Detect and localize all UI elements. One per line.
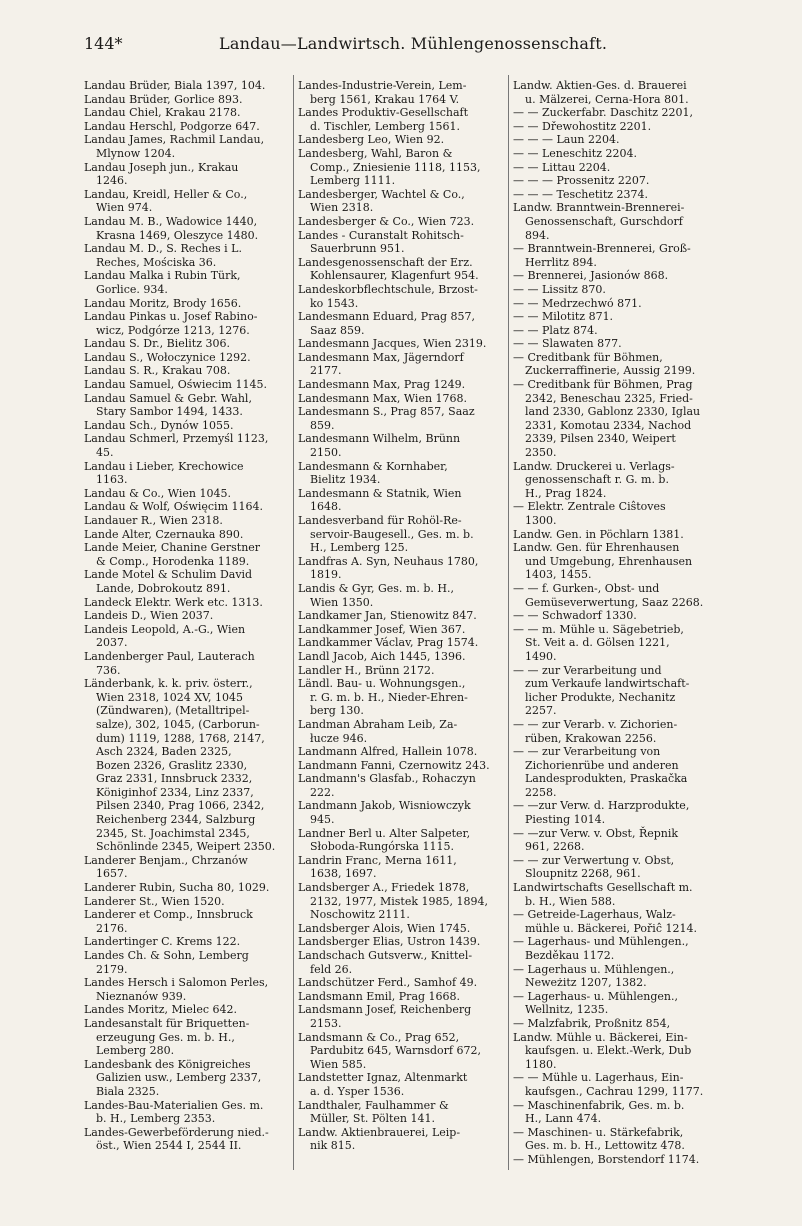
directory-entry-line: u. Mälzerei, Cerna-Hora 801.: [525, 92, 689, 106]
directory-entry-line: Landkammer Josef, Wien 367.: [298, 622, 466, 636]
directory-entry-line: 2179.: [96, 962, 128, 976]
directory-entry-line: 1246.: [96, 174, 128, 188]
directory-entry-line: Landmann Jakob, Wisniowczyk: [298, 799, 471, 813]
directory-entry-line: Pardubitz 645, Warnsdorf 672,: [310, 1044, 481, 1058]
directory-entry-line: Landstetter Ignaz, Altenmarkt: [298, 1071, 468, 1085]
directory-entry-line: b. H., Wien 588.: [525, 894, 616, 908]
directory-entry-line: Lande Motel & Schulim David: [84, 568, 253, 582]
directory-entry-line: — Elektr. Zentrale Ciŝtoves: [513, 500, 666, 514]
directory-entry-line: Landes - Curanstalt Rohitsch-: [298, 228, 464, 242]
directory-entry-line: Landesverband für Rohöl-Re-: [298, 514, 462, 527]
directory-entry-line: Landesprodukten, Praskačka: [525, 772, 688, 786]
directory-entry-line: Lande, Dobrokoutz 891.: [96, 581, 231, 595]
directory-entry-line: Landsberger A., Friedek 1878,: [298, 881, 470, 895]
directory-entry-line: Landesmann S., Prag 857, Saaz: [298, 405, 475, 419]
directory-entry-line: Landsmann Emil, Prag 1668.: [298, 989, 461, 1003]
directory-entry-line: Landau S. Dr., Bielitz 306.: [84, 337, 230, 351]
directory-entry-line: Słoboda-Rungórska 1115.: [310, 840, 454, 854]
directory-entry-line: Reichenberg 2344, Salzburg: [96, 813, 256, 827]
directory-entry-line: Königinhof 2334, Linz 2337,: [96, 785, 254, 799]
directory-entry-line: Landau Samuel & Gebr. Wahl,: [84, 391, 252, 405]
directory-entry-line: Landau Pinkas u. Josef Rabino-: [84, 310, 258, 324]
directory-entry-line: Landau Chiel, Krakau 2178.: [84, 106, 241, 120]
directory-entry-line: kaufsgen., Cachrau 1299, 1177.: [525, 1084, 704, 1098]
directory-entry-line: Landes Produktiv-Gesellschaft: [298, 106, 469, 120]
directory-entry-line: salze), 302, 1045, (Carborun-: [96, 717, 260, 731]
directory-entry-line: Neweżitz 1207, 1382.: [525, 976, 647, 990]
directory-entry-line: Herrlitz 894.: [525, 255, 597, 269]
directory-entry-line: Landesberg, Wahl, Baron &: [298, 146, 453, 160]
directory-entry-line: Lande Meier, Chanine Gerstner: [84, 541, 261, 555]
directory-entry-line: Landenberger Paul, Lauterach: [84, 649, 255, 663]
directory-entry-line: — — Lissitz 870.: [513, 282, 606, 296]
directory-entry-line: — — Schwadorf 1330.: [513, 609, 637, 623]
directory-entry-line: Zuckerraffinerie, Aussig 2199.: [525, 364, 696, 378]
directory-entry-line: Sloupnitz 2268, 961.: [525, 867, 641, 881]
directory-entry-line: dum) 1119, 1288, 1768, 2147,: [96, 731, 265, 745]
directory-entry-line: Bielitz 1934.: [310, 473, 381, 487]
directory-entry-line: Wien 585.: [310, 1057, 367, 1071]
column-rule: [508, 75, 509, 1170]
directory-entry-line: Landesgenossenschaft der Erz.: [298, 255, 473, 269]
directory-entry-line: — — Dřewohostitz 2201.: [513, 119, 652, 133]
directory-entry-line: 1300.: [525, 514, 557, 527]
directory-entry-line: Landau James, Rachmil Landau,: [84, 133, 265, 147]
directory-entry-line: Mlynow 1204.: [96, 146, 176, 160]
directory-entry-line: Galizien usw., Lemberg 2337,: [96, 1071, 262, 1085]
directory-entry-line: — Lagerhaus- u. Mühlengen.,: [513, 989, 679, 1003]
directory-entry-line: Landschach Gutsverw., Knittel-: [298, 949, 473, 962]
directory-entry-line: 945.: [310, 813, 335, 827]
directory-entry-line: Stary Sambor 1494, 1433.: [96, 405, 243, 419]
directory-entry-line: Wien 2318.: [310, 201, 374, 215]
directory-entry-line: Landw. Druckerei u. Verlags-: [513, 459, 675, 473]
directory-entry-line: Lemberg 1111.: [310, 174, 396, 188]
directory-entry-line: Landw. Aktienbrauerei, Leip-: [298, 1125, 461, 1139]
directory-entry-line: ko 1543.: [310, 296, 359, 310]
directory-entry-line: mühle u. Bäckerei, Pořiĉ 1214.: [525, 921, 697, 935]
directory-entry-line: Landerer Benjam., Chrzanów: [84, 853, 248, 867]
column-right: [513, 79, 721, 1167]
directory-entry-line: Landes-Industrie-Verein, Lem-: [298, 79, 467, 92]
directory-entry-line: Schönlinde 2345, Weipert 2350.: [96, 840, 276, 854]
directory-entry-line: Landschützer Ferd., Samhof 49.: [298, 976, 478, 990]
directory-entry-line: Bezděkau 1172.: [525, 949, 615, 962]
directory-entry-line: 2342, Beneschau 2325, Fried-: [525, 391, 693, 405]
directory-entry-line: 45.: [96, 446, 114, 460]
directory-entry-line: — — Slawaten 877.: [513, 337, 622, 351]
directory-entry-line: Landerer et Comp., Innsbruck: [84, 908, 253, 922]
directory-entry-line: 1163.: [96, 473, 128, 487]
page-title: Landau—Landwirtsch. Mühlengenossenschaft.: [219, 34, 608, 53]
directory-entry-line: 1657.: [96, 867, 128, 881]
directory-entry-line: Saaz 859.: [310, 323, 365, 337]
directory-entry-line: Biala 2325.: [96, 1084, 160, 1098]
directory-entry-line: Comp., Zniesienie 1118, 1153,: [310, 160, 481, 174]
page-header: [84, 34, 714, 60]
directory-entry-line: 1819.: [310, 568, 342, 582]
directory-entry-line: Länderbank, k. k. priv. österr.,: [84, 677, 253, 691]
directory-entry-line: Landesmann Jacques, Wien 2319.: [298, 337, 487, 351]
directory-entry-line: — —zur Verw. v. Obst, Řepnik: [513, 826, 679, 840]
directory-entry-line: Landeis D., Wien 2037.: [84, 609, 214, 623]
directory-entry-line: Landesbank des Königreiches: [84, 1057, 251, 1071]
directory-entry-line: zum Verkaufe landwirtschaft-: [525, 677, 690, 691]
directory-entry-line: 2132, 1977, Mistek 1985, 1894,: [310, 894, 488, 908]
directory-entry-line: Landertinger C. Krems 122.: [84, 935, 241, 949]
directory-entry-line: 1180.: [525, 1057, 557, 1071]
directory-entry-line: — — Milotitz 871.: [513, 310, 614, 324]
directory-entry-line: Wien 974.: [96, 201, 153, 215]
directory-entry-line: Landesmann & Kornhaber,: [298, 459, 448, 473]
directory-entry-line: Landwirtschafts Gesellschaft m.: [513, 881, 693, 895]
directory-entry-line: rüben, Krakowan 2256.: [525, 731, 657, 745]
directory-entry-line: Gemüseverwertung, Saaz 2268.: [525, 595, 704, 609]
directory-entry-line: Krasna 1469, Oleszyce 1480.: [96, 228, 259, 242]
directory-entry-line: Landmann Alfred, Hallein 1078.: [298, 745, 478, 759]
directory-entry-line: und Umgebung, Ehrenhausen: [525, 554, 693, 568]
directory-entry-line: Landmann's Glasfab., Rohaczyn: [298, 772, 476, 786]
directory-entry-line: Landau Schmerl, Przemyśl 1123,: [84, 432, 269, 446]
directory-entry-line: Landes Hersch i Salomon Perles,: [84, 976, 269, 990]
directory-entry-line: Landw. Mühle u. Bäckerei, Ein-: [513, 1030, 688, 1044]
directory-entry-line: — Getreide-Lagerhaus, Walz-: [513, 908, 676, 922]
directory-entry-line: Landesberger & Co., Wien 723.: [298, 214, 475, 228]
directory-entry-line: Wien 2318, 1024 XV, 1045: [96, 690, 244, 704]
directory-entry-line: 1638, 1697.: [310, 867, 377, 881]
directory-entry-line: & Comp., Horodenka 1189.: [96, 554, 250, 568]
directory-entry-line: Landsmann Josef, Reichenberg: [298, 1003, 472, 1017]
directory-entry-line: H., Lemberg 125.: [310, 541, 409, 555]
directory-entry-line: öst., Wien 2544 I, 2544 II.: [96, 1139, 242, 1153]
directory-entry-line: Landesmann Max, Prag 1249.: [298, 378, 466, 392]
directory-entry-line: Landw. Gen. in Pöchlarn 1381.: [513, 527, 684, 541]
page-number: 144*: [84, 34, 123, 53]
directory-entry-line: servoir-Baugesell., Ges. m. b.: [310, 527, 474, 541]
column-middle: [298, 79, 504, 1153]
directory-entry-line: H., Lann 474.: [525, 1112, 602, 1126]
directory-entry-line: Landau M. D., S. Reches i L.: [84, 242, 242, 256]
directory-entry-line: — Creditbank für Böhmen,: [513, 350, 663, 364]
directory-entry-line: Landw. Aktien-Ges. d. Brauerei: [513, 79, 687, 92]
directory-entry-line: Landau S., Wołoczynice 1292.: [84, 350, 251, 364]
directory-entry-line: Nieznanów 939.: [96, 989, 187, 1003]
directory-entry-line: — Maschinenfabrik, Ges. m. b.: [513, 1098, 685, 1112]
directory-entry-line: a. d. Ysper 1536.: [310, 1084, 405, 1098]
directory-entry-line: d. Tischler, Lemberg 1561.: [310, 119, 460, 133]
directory-entry-line: Landrin Franc, Merna 1611,: [298, 853, 457, 867]
directory-entry-line: Piesting 1014.: [525, 813, 606, 827]
directory-entry-line: Landesmann & Statnik, Wien: [298, 486, 462, 500]
directory-entry-line: Landkammer Václav, Prag 1574.: [298, 636, 479, 650]
directory-entry-line: — — m. Mühle u. Sägebetrieb,: [513, 622, 684, 636]
directory-entry-line: Sauerbrunn 951.: [310, 242, 405, 256]
directory-entry-line: Landes-Gewerbeförderung nied.-: [84, 1125, 269, 1139]
directory-entry-line: 2257.: [525, 704, 557, 718]
directory-entry-line: berg 130.: [310, 704, 364, 718]
directory-entry-line: — — f. Gurken-, Obst- und: [513, 581, 660, 595]
directory-entry-line: (Zündwaren), (Metalltripel-: [96, 704, 250, 718]
directory-entry-line: Müller, St. Pölten 141.: [310, 1112, 435, 1126]
directory-entry-line: — — — Teschetitz 2374.: [513, 187, 649, 201]
directory-entry-line: Landau S. R., Krakau 708.: [84, 364, 231, 378]
directory-entry-line: 736.: [96, 663, 121, 677]
directory-entry-line: — — zur Verwertung v. Obst,: [513, 853, 675, 867]
column-rule: [293, 75, 294, 1170]
directory-entry-line: Lande Alter, Czernauka 890.: [84, 527, 244, 541]
directory-entry-line: Landes-Bau-Materialien Ges. m.: [84, 1098, 264, 1112]
directory-entry-line: Landw. Branntwein-Brennerei-: [513, 201, 685, 215]
directory-entry-line: Landw. Gen. für Ehrenhausen: [513, 541, 680, 555]
directory-entry-line: b. H., Lemberg 2353.: [96, 1112, 216, 1126]
directory-entry-line: Wellnitz, 1235.: [525, 1003, 609, 1017]
directory-entry-line: — — zur Verarb. v. Zichorien-: [513, 717, 678, 731]
directory-entry-line: Landesberger, Wachtel & Co.,: [298, 187, 465, 201]
directory-entry-line: Asch 2324, Baden 2325,: [96, 745, 232, 759]
directory-entry-line: Landesberg Leo, Wien 92.: [298, 133, 445, 147]
directory-entry-line: Landesmann Wilhelm, Brünn: [298, 432, 461, 446]
directory-entry-line: Landsberger Alois, Wien 1745.: [298, 921, 471, 935]
directory-entry-line: Noschowitz 2111.: [310, 908, 410, 922]
directory-entry-line: 222.: [310, 785, 335, 799]
directory-entry-line: St. Veit a. d. Gölsen 1221,: [525, 636, 670, 650]
directory-entry-line: — Malzfabrik, Proßnitz 854,: [513, 1016, 671, 1030]
directory-entry-line: Zichorienrübe und anderen: [525, 758, 679, 772]
directory-entry-line: Genossenschaft, Gurschdorf: [525, 214, 683, 228]
directory-entry-line: Landau Samuel, Oświecim 1145.: [84, 378, 267, 392]
directory-entry-line: Landerer St., Wien 1520.: [84, 894, 225, 908]
directory-entry-line: Pilsen 2340, Prag 1066, 2342,: [96, 799, 265, 813]
directory-entry-line: Landkamer Jan, Stienowitz 847.: [298, 609, 477, 623]
directory-entry-line: 1403, 1455.: [525, 568, 592, 582]
directory-entry-line: 2037.: [96, 636, 128, 650]
directory-entry-line: — — zur Verarbeitung und: [513, 663, 662, 677]
directory-entry-line: Landau i Lieber, Krechowice: [84, 459, 244, 473]
directory-entry-line: Landesanstalt für Briquetten-: [84, 1016, 250, 1030]
directory-entry-line: Landau M. B., Wadowice 1440,: [84, 214, 258, 228]
directory-entry-line: Landau & Wolf, Oświęcim 1164.: [84, 500, 263, 514]
directory-entry-line: 2339, Pilsen 2340, Weipert: [525, 432, 676, 446]
directory-entry-line: — — Medrzechwó 871.: [513, 296, 642, 310]
directory-entry-line: Reches, Mościska 36.: [96, 255, 217, 269]
directory-entry-line: — Mühlengen, Borstendorf 1174.: [513, 1152, 700, 1166]
directory-entry-line: — Lagerhaus u. Mühlengen.,: [513, 962, 675, 976]
directory-entry-line: Graz 2331, Innsbruck 2332,: [96, 772, 253, 786]
directory-entry-line: Wien 1350.: [310, 595, 374, 609]
directory-entry-line: Landesmann Max, Wien 1768.: [298, 391, 468, 405]
directory-entry-line: Landeis Leopold, A.-G., Wien: [84, 622, 246, 636]
directory-entry-line: Landl Jacob, Aich 1445, 1396.: [298, 649, 466, 663]
directory-entry-line: Landau Joseph jun., Krakau: [84, 160, 239, 174]
directory-entry-line: — — — Prossenitz 2207.: [513, 174, 650, 188]
directory-entry-line: Landesmann Eduard, Prag 857,: [298, 310, 476, 324]
directory-entry-line: licher Produkte, Nechanitz: [525, 690, 676, 704]
directory-entry-line: Gorlice. 934.: [96, 282, 168, 296]
directory-entry-line: H., Prag 1824.: [525, 486, 607, 500]
directory-entry-line: — —zur Verw. d. Harzprodukte,: [513, 799, 690, 813]
directory-entry-line: Landes Moritz, Mielec 642.: [84, 1003, 237, 1017]
directory-entry-line: 2258.: [525, 785, 557, 799]
directory-entry-line: Landau Sch., Dynów 1055.: [84, 418, 234, 432]
directory-entry-line: Landauer R., Wien 2318.: [84, 514, 223, 527]
directory-entry-line: Landau Herschl, Podgorze 647.: [84, 119, 260, 133]
directory-entry-line: — — Platz 874.: [513, 323, 598, 337]
directory-entry-line: Landsmann & Co., Prag 652,: [298, 1030, 460, 1044]
directory-entry-line: kaufsgen. u. Elekt.-Werk, Dub: [525, 1044, 692, 1058]
directory-entry-line: Landmann Fanni, Czernowitz 243.: [298, 758, 490, 772]
directory-entry-line: — Branntwein-Brennerei, Groß-: [513, 242, 691, 256]
directory-entry-line: 961, 2268.: [525, 840, 585, 854]
column-left: [84, 79, 292, 1153]
directory-entry-line: 2350.: [525, 446, 557, 460]
directory-entry-line: feld 26.: [310, 962, 353, 976]
directory-entry-line: — — — Laun 2204.: [513, 133, 620, 147]
directory-entry-line: Landsberger Elias, Ustron 1439.: [298, 935, 481, 949]
directory-entry-line: 2177.: [310, 364, 342, 378]
directory-entry-line: Landau Brüder, Biala 1397, 104.: [84, 79, 266, 92]
directory-entry-line: land 2330, Gablonz 2330, Iglau: [525, 405, 701, 419]
directory-entry-line: — — zur Verarbeitung von: [513, 745, 661, 759]
directory-entry-line: Landman Abraham Leib, Za-: [298, 717, 458, 731]
directory-entry-line: Landthaler, Faulhammer &: [298, 1098, 449, 1112]
directory-entry-line: 894.: [525, 228, 550, 242]
directory-entry-line: erzeugung Ges. m. b. H.,: [96, 1030, 235, 1044]
directory-entry-line: wicz, Podgórze 1213, 1276.: [96, 323, 250, 337]
directory-entry-line: — — Littau 2204.: [513, 160, 611, 174]
directory-entry-line: 2153.: [310, 1016, 342, 1030]
directory-entry-line: 2150.: [310, 446, 342, 460]
directory-entry-line: 1490.: [525, 649, 557, 663]
directory-entry-line: genossenschaft r. G. m. b.: [525, 473, 669, 487]
directory-entry-line: Landau Moritz, Brody 1656.: [84, 296, 242, 310]
directory-entry-line: Landau Malka i Rubin Türk,: [84, 269, 241, 283]
directory-entry-line: 859.: [310, 418, 335, 432]
directory-entry-line: 1648.: [310, 500, 342, 514]
directory-entry-line: 2331, Komotau 2334, Nachod: [525, 418, 692, 432]
directory-entry-line: Lemberg 280.: [96, 1044, 175, 1058]
directory-entry-line: Landau Brüder, Gorlice 893.: [84, 92, 243, 106]
directory-entry-line: Landerer Rubin, Sucha 80, 1029.: [84, 881, 270, 895]
directory-entry-line: — — Mühle u. Lagerhaus, Ein-: [513, 1071, 684, 1085]
directory-entry-line: — Lagerhaus- und Mühlengen.,: [513, 935, 689, 949]
directory-entry-line: — Maschinen- u. Stärkefabrik,: [513, 1125, 684, 1139]
directory-entry-line: łucze 946.: [310, 731, 368, 745]
directory-entry-line: Ländl. Bau- u. Wohnungsgen.,: [298, 677, 466, 691]
directory-entry-line: — — Zuckerfabr. Daschitz 2201,: [513, 106, 694, 120]
directory-entry-line: Landeck Elektr. Werk etc. 1313.: [84, 595, 263, 609]
directory-entry-line: Landesmann Max, Jägerndorf: [298, 350, 464, 364]
directory-entry-line: r. G. m. b. H., Nieder-Ehren-: [310, 690, 468, 704]
directory-entry-line: Kohlensaurer, Klagenfurt 954.: [310, 269, 479, 283]
directory-entry-line: nik 815.: [310, 1139, 356, 1153]
directory-entry-line: Landis & Gyr, Ges. m. b. H.,: [298, 581, 454, 595]
directory-entry-line: Landner Berl u. Alter Salpeter,: [298, 826, 471, 840]
directory-entry-line: Ges. m. b. H., Lettowitz 478.: [525, 1139, 685, 1153]
directory-entry-line: Landau & Co., Wien 1045.: [84, 486, 231, 500]
directory-entry-line: — Brennerei, Jasionów 868.: [513, 269, 669, 283]
directory-entry-line: 2176.: [96, 921, 128, 935]
directory-entry-line: Landes Ch. & Sohn, Lemberg: [84, 949, 249, 962]
directory-entry-line: Landfras A. Syn, Neuhaus 1780,: [298, 554, 479, 568]
directory-entry-line: Landau, Kreidl, Heller & Co.,: [84, 187, 248, 201]
directory-entry-line: Bozen 2326, Graslitz 2330,: [96, 758, 248, 772]
directory-entry-line: — Creditbank für Böhmen, Prag: [513, 378, 693, 392]
directory-entry-line: Landler H., Brünn 2172.: [298, 663, 435, 677]
directory-entry-line: Landeskorbflechtschule, Brzost-: [298, 282, 478, 296]
directory-entry-line: berg 1561, Krakau 1764 V.: [310, 92, 460, 106]
directory-entry-line: — — Leneschitz 2204.: [513, 146, 638, 160]
directory-entry-line: 2345, St. Joachimstal 2345,: [96, 826, 250, 840]
